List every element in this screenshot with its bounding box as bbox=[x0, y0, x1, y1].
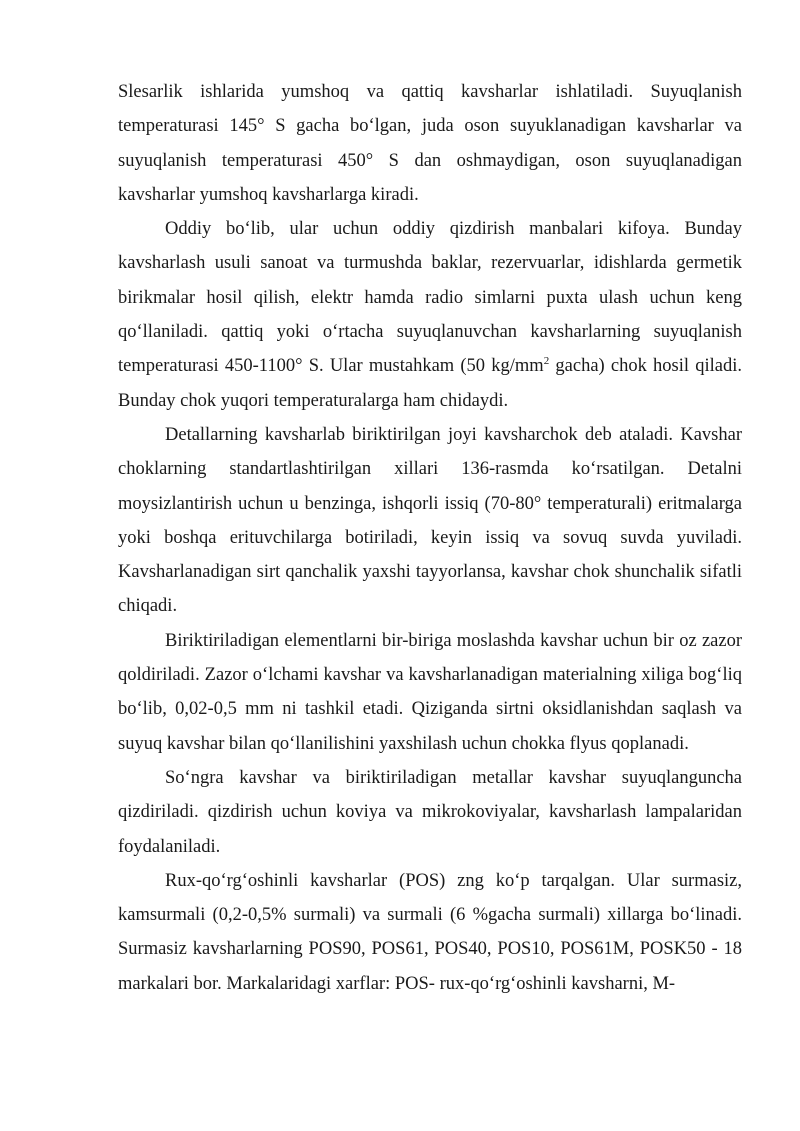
document-page bbox=[118, 75, 742, 1001]
paragraph-2-text-b: gacha) chok hosil qiladi. Bunday chok yuqori temperaturalarga ham chidaydi. bbox=[118, 356, 742, 411]
paragraph-5: So‘ngra kavshar va biriktiriladigan metallar kavshar suyuqlanguncha qizdiriladi. qizdirish uchun koviya va mikrokoviyalar, kavsharlash lampalaridan foydalaniladi. bbox=[118, 767, 742, 857]
paragraph-3: Detallarning kavsharlab biriktirilgan joyi kavsharchok deb ataladi. Kavshar choklarning standartlashtirilgan xillari 136-rasmda ko‘rsatilgan. Detalni moysizlantirish uchun u benzinga, ishqorli issiq (70-80° temperaturali) eritmalarga yoki boshqa erituvchilarga botiriladi, keyin issiq va sovuq suvda yuviladi. Kavsharlanadigan sirt qanchalik yaxshi tayyorlansa, kavshar chok shunchalik sifatli chiqadi. bbox=[118, 424, 742, 617]
paragraph-1: Slesarlik ishlarida yumshoq va qattiq kavsharlar ishlatiladi. Suyuqlanish temperaturasi 145° S gacha bo‘lgan, juda oson suyuklanadigan kavsharlar va suyuqlanish temperaturasi 450° S dan oshmaydigan, oson suyuqlanadigan kavsharlar yumshoq kavsharlarga kiradi. bbox=[118, 82, 742, 205]
paragraph-2-text-a: Oddiy bo‘lib, ular uchun oddiy qizdirish manbalari kifoya. Bunday kavsharlash usuli sanoat va turmushda baklar, rezervuarlar, idishlarda germetik birikmalar hosil qilish, elektr hamda radio simlarni puxta ulash uchun keng qo‘llaniladi. qattiq yoki o‘rtacha suyuqlanuvchan kavsharlarning suyuqlanish temperaturasi 450-1100° S. Ular mustahkam (50 kg/mm bbox=[118, 219, 742, 377]
superscript-exponent: 2 bbox=[543, 355, 550, 368]
paragraph-6: Rux-qo‘rg‘oshinli kavsharlar (POS) zng ko‘p tarqalgan. Ular surmasiz, kamsurmali (0,2-0,5% surmali) va surmali (6 %gacha surmali) xillarga bo‘linadi. Surmasiz kavsharlarning POS90, POS61, POS40, POS10, POS61M, POSK50 - 18 markalari bor. Markalaridagi xarflar: POS- rux-qo‘rg‘oshinli kavsharni, M- bbox=[118, 870, 742, 994]
paragraph-4: Biriktiriladigan elementlarni bir-biriga moslashda kavshar uchun bir oz zazor qoldiriladi. Zazor o‘lchami kavshar va kavsharlanadigan materialning xiliga bog‘liq bo‘lib, 0,02-0,5 mm ni tashkil etadi. Qiziganda sirtni oksidlanishdan saqlash va suyuq kavshar bilan qo‘llanilishini yaxshilash uchun chokka flyus qoplanadi. bbox=[118, 630, 742, 754]
paragraph-2 bbox=[118, 212, 742, 418]
